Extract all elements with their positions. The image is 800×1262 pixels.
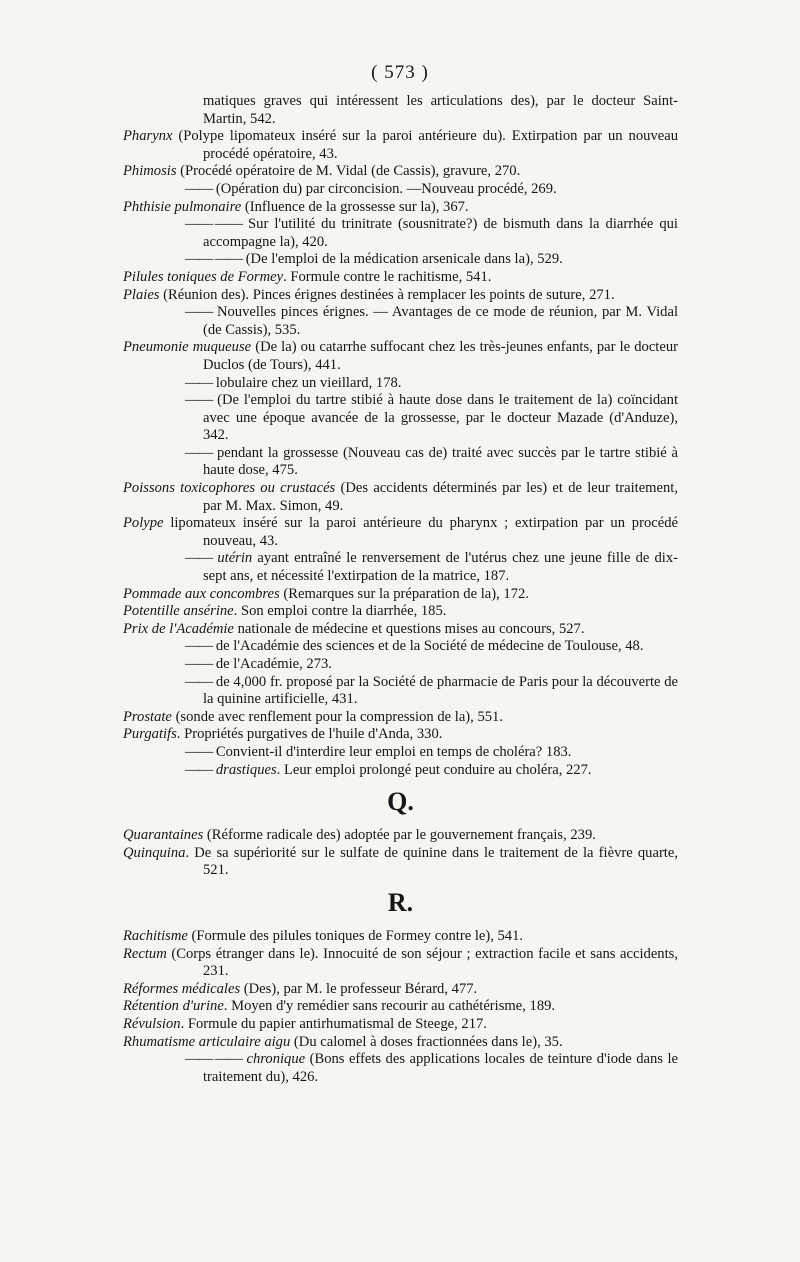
index-entry <box>123 674 678 709</box>
index-entry <box>123 480 678 515</box>
index-text: (Réunion des). Pinces érignes destinées à remplacer les points de suture, 271. <box>159 286 615 303</box>
section-letter: Q. <box>387 787 414 817</box>
index-term: Quinquina <box>123 844 186 861</box>
index-term: Prostate <box>123 708 172 725</box>
index-entry <box>123 163 678 181</box>
index-entry <box>123 181 678 199</box>
index-text: de l'Académie, 273. <box>215 656 332 672</box>
ditto-dash: —— <box>185 743 213 760</box>
index-text: . Leur emploi prolongé peut conduire au choléra, 227. <box>276 761 592 778</box>
ditto-dash: —— <box>185 638 213 655</box>
index-entry <box>123 762 678 780</box>
index-entry <box>123 827 678 845</box>
index-text: ayant entraîné le renversement de l'utérus chez une jeune fille de dix-sept ans, et nécessité l'extirpation de la matrice, 187. <box>203 550 679 585</box>
index-text: Sur l'utilité du trinitrate (sousnitrate?) de bismuth dans la diarrhée qui accompagne la), 420. <box>203 216 678 250</box>
index-entry <box>123 586 678 604</box>
index-text: (Bons effets des applications locales de teinture d'iode dans le traitement du), 426. <box>203 1051 678 1085</box>
index-entry <box>123 445 678 480</box>
index-term: Polype <box>123 515 164 532</box>
index-entry <box>123 845 678 880</box>
index-entry <box>123 515 678 550</box>
index-term: Phthisie pulmonaire <box>123 198 242 215</box>
index-text: . Son emploi contre la diarrhée, 185. <box>233 603 447 620</box>
index-term: Poissons toxicophores ou crustacés <box>123 480 336 497</box>
index-entry <box>123 1016 678 1034</box>
index-entry <box>123 981 678 999</box>
index-text: Convient-il d'interdire leur emploi en temps de choléra? 183. <box>215 743 572 760</box>
ditto-dash: —— —— <box>185 1051 243 1068</box>
index-text: . Formule du papier antirhumatismal de Steege, 217. <box>180 1015 487 1032</box>
index-text: pendant la grossesse (Nouveau cas de) traité avec succès par le tartre stibié à haute dose, 475. <box>203 444 679 479</box>
index-entry <box>123 304 678 339</box>
index-term: Pilules toniques de Formey <box>123 268 284 285</box>
index-term: Purgatifs <box>123 726 177 743</box>
index-entry <box>123 744 678 762</box>
index-entry <box>123 638 678 656</box>
index-text: (Procédé opératoire de M. Vidal (de Cassis), gravure, 270. <box>176 163 521 180</box>
index-entry <box>123 603 678 621</box>
index-term: Réformes médicales <box>123 980 241 997</box>
index-text: Nouvelles pinces érignes. — Avantages de ce mode de réunion, par M. Vidal (de Cassis), 535. <box>203 304 678 338</box>
index-entry <box>123 269 678 287</box>
index-text: . Moyen d'y remédier sans recourir au cathétérisme, 189. <box>223 998 556 1015</box>
ditto-dash: —— <box>185 550 213 567</box>
ditto-dash: —— <box>185 656 213 672</box>
index-text: lipomateux inséré sur la paroi antérieure du pharynx ; extirpation par un procédé nouveau, 43. <box>163 515 678 549</box>
index-term: chronique <box>246 1051 306 1068</box>
index-text: (Des), par M. le professeur Bérard, 477. <box>240 980 478 997</box>
ditto-dash: —— <box>185 761 213 778</box>
index-entry <box>123 392 678 445</box>
ditto-dash: —— <box>185 673 213 690</box>
index-term: Révulsion <box>123 1015 181 1032</box>
index-text: (Opération du) par circoncision. —Nouveau procédé, 269. <box>215 180 557 197</box>
ditto-dash: —— <box>185 444 213 461</box>
index-term: Prix de l'Académie <box>123 620 234 637</box>
index-entry <box>123 709 678 727</box>
index-entry <box>123 1051 678 1086</box>
ditto-dash: —— <box>185 392 213 409</box>
index-entry <box>123 128 678 163</box>
index-entry <box>123 928 678 946</box>
ditto-dash: —— <box>185 180 213 197</box>
index-term: Rectum <box>123 945 167 962</box>
index-text: (Polype lipomateux inséré sur la paroi antérieure du). Extirpation par un nouveau procédé opératoire, 43. <box>172 128 678 162</box>
index-list <box>123 93 678 1086</box>
index-entry <box>123 946 678 981</box>
index-entry <box>123 251 678 269</box>
ditto-dash: —— <box>185 374 213 391</box>
index-text: matiques graves qui intéressent les articulations des), par le docteur Saint-Martin, 542. <box>203 93 678 127</box>
index-text: nationale de médecine et questions mises au concours, 527. <box>233 620 585 637</box>
index-term: Rétention d'urine <box>123 998 224 1015</box>
index-entry <box>123 656 678 674</box>
index-term: Quarantaines <box>123 827 204 844</box>
index-text: (Des accidents déterminés par les) et de leur traitement, par M. Max. Simon, 49. <box>203 480 678 514</box>
index-text: (Formule des pilules toniques de Formey contre le), 541. <box>187 927 524 944</box>
index-text: (Remarques sur la préparation de la), 172. <box>279 585 529 602</box>
index-text: (De la) ou catarrhe suffocant chez les très-jeunes enfants, par le docteur Duclos (de Tours), 441. <box>203 339 678 373</box>
index-text: . De sa supériorité sur le sulfate de quinine dans le traitement de la fièvre quarte, 521. <box>185 844 678 879</box>
index-term: Rachitisme <box>123 927 188 944</box>
index-entry <box>123 621 678 639</box>
index-text: (Réforme radicale des) adoptée par le gouvernement français, 239. <box>203 827 596 844</box>
index-term: drastiques <box>215 761 277 778</box>
index-text: (De l'emploi du tartre stibié à haute dose dans le traitement de la) coïncidant avec une époque avancée de la grossesse, par le docteur Mazade (d'Anduze), 342. <box>203 392 678 444</box>
index-entry <box>123 339 678 374</box>
index-text: de l'Académie des sciences et de la Société de médecine de Toulouse, 48. <box>215 638 644 655</box>
index-entry <box>123 375 678 393</box>
index-text: (Influence de la grossesse sur la), 367. <box>241 198 469 215</box>
index-entry <box>123 93 678 128</box>
page-number: ( 573 ) <box>371 62 429 83</box>
index-term: Plaies <box>123 286 160 303</box>
index-text: . Formule contre le rachitisme, 541. <box>283 268 492 285</box>
index-term: utérin <box>217 550 253 567</box>
ditto-dash: —— <box>185 304 213 321</box>
ditto-dash: —— —— <box>185 216 243 233</box>
index-term: Phimosis <box>123 163 177 180</box>
index-entry <box>123 216 678 251</box>
index-text: lobulaire chez un vieillard, 178. <box>215 374 402 391</box>
index-text: (Du calomel à doses fractionnées dans le), 35. <box>290 1033 563 1050</box>
index-text: (Corps étranger dans le). Innocuité de son séjour ; extraction facile et sans accidents, 231. <box>166 945 678 980</box>
section-letter: R. <box>387 887 414 917</box>
index-entry <box>123 726 678 744</box>
index-text: (De l'emploi de la médication arsenicale dans la), 529. <box>245 251 563 268</box>
index-text: de 4,000 fr. proposé par la Société de pharmacie de Paris pour la découverte de la quinine artificielle, 431. <box>203 673 678 708</box>
index-text: (sonde avec renflement pour la compression de la), 551. <box>171 708 504 725</box>
index-entry <box>123 998 678 1016</box>
index-entry <box>123 199 678 217</box>
index-term: Pommade aux concombres <box>123 585 280 602</box>
index-entry <box>123 1034 678 1052</box>
index-text: . Propriétés purgatives de l'huile d'Anda, 330. <box>176 726 443 743</box>
index-entry <box>123 287 678 305</box>
index-term: Potentille ansérine <box>123 603 234 620</box>
ditto-dash: —— —— <box>185 251 243 268</box>
index-term: Pneumonie muqueuse <box>123 339 252 356</box>
index-term: Rhumatisme articulaire aigu <box>123 1033 291 1050</box>
index-entry <box>123 550 678 585</box>
index-term: Pharynx <box>123 128 173 145</box>
